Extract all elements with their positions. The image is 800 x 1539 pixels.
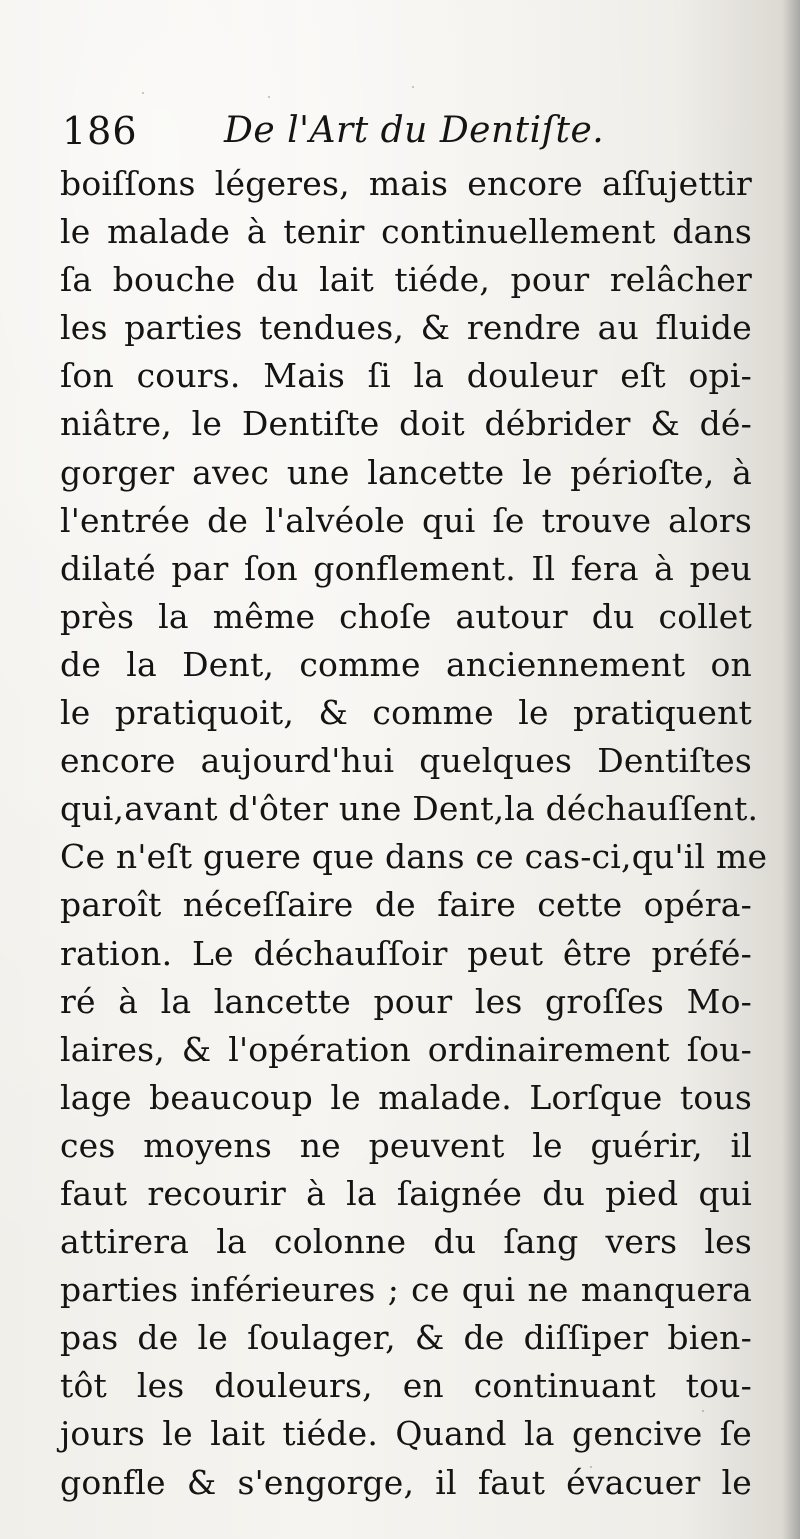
text-line: dilaté par ſon gonflement. Il fera à peu (60, 548, 752, 588)
text-line: lage beaucoup le malade. Lorſque tous (60, 1077, 752, 1117)
page-number: 186 (62, 109, 138, 153)
text-line: encore aujourd'hui quelques Dentiſtes (60, 741, 752, 781)
text-line: ſa bouche du lait tiéde, pour relâcher (60, 260, 752, 300)
text-line: attirera la colonne du ſang vers les (60, 1222, 752, 1262)
text-line: ſon cours. Mais ſi la douleur eſt opi- (60, 356, 752, 396)
text-line: gonfle & s'engorge, il faut évacuer le (60, 1462, 752, 1502)
text-line: boiſſons légeres, mais encore aſſujettir (60, 164, 752, 203)
paper-speck (702, 1410, 704, 1412)
text-line: ration. Le déchauſſoir peut être préfé- (60, 933, 752, 973)
running-title: De l'Art du Dentiſte. (224, 110, 605, 151)
text-line: tôt les douleurs, en continuant tou- (60, 1366, 752, 1406)
paper-speck (142, 92, 144, 94)
paper-speck (330, 1492, 332, 1494)
paper-speck (412, 86, 414, 88)
text-line: Ce n'eſt guere que dans ce cas-ci,qu'il me (60, 837, 768, 877)
page-gutter-shadow (782, 0, 800, 1539)
body-text (60, 160, 768, 1507)
text-line: gorger avec une lancette le périoſte, à (60, 452, 752, 492)
text-line: niâtre, le Dentiſte doit débrider & dé- (60, 404, 752, 444)
text-line: jours le lait tiéde. Quand la gencive ſe (60, 1414, 752, 1454)
text-line: faut recourir à la ſaignée du pied qui (60, 1173, 752, 1213)
paper-speck (268, 96, 270, 98)
text-line: ces moyens ne peuvent le guérir, il (60, 1125, 752, 1165)
text-line: l'entrée de l'alvéole qui ſe trouve alors (60, 500, 752, 540)
paper-speck (96, 1478, 98, 1480)
text-line: le pratiquoit, & comme le pratiquent (60, 693, 752, 733)
text-line: ré à la lancette pour les groſſes Mo- (60, 981, 752, 1021)
text-line: pas de le ſoulager, & de diſſiper bien- (60, 1318, 752, 1358)
text-line: qui,avant d'ôter une Dent,la déchauſſent. (60, 789, 759, 829)
paper-speck (590, 1466, 592, 1468)
text-line: parties inférieures ; ce qui ne manquera (60, 1270, 752, 1310)
text-line: près la même choſe autour du collet (60, 596, 752, 636)
text-line: laires, & l'opération ordinairement ſou- (60, 1029, 752, 1069)
text-line: paroît néceſſaire de faire cette opéra- (60, 885, 752, 925)
text-line: de la Dent, comme anciennement on (60, 644, 752, 684)
page-header (62, 104, 762, 158)
text-line: les parties tendues, & rendre au fluide (60, 308, 752, 348)
text-line: le malade à tenir continuellement dans (60, 212, 752, 252)
